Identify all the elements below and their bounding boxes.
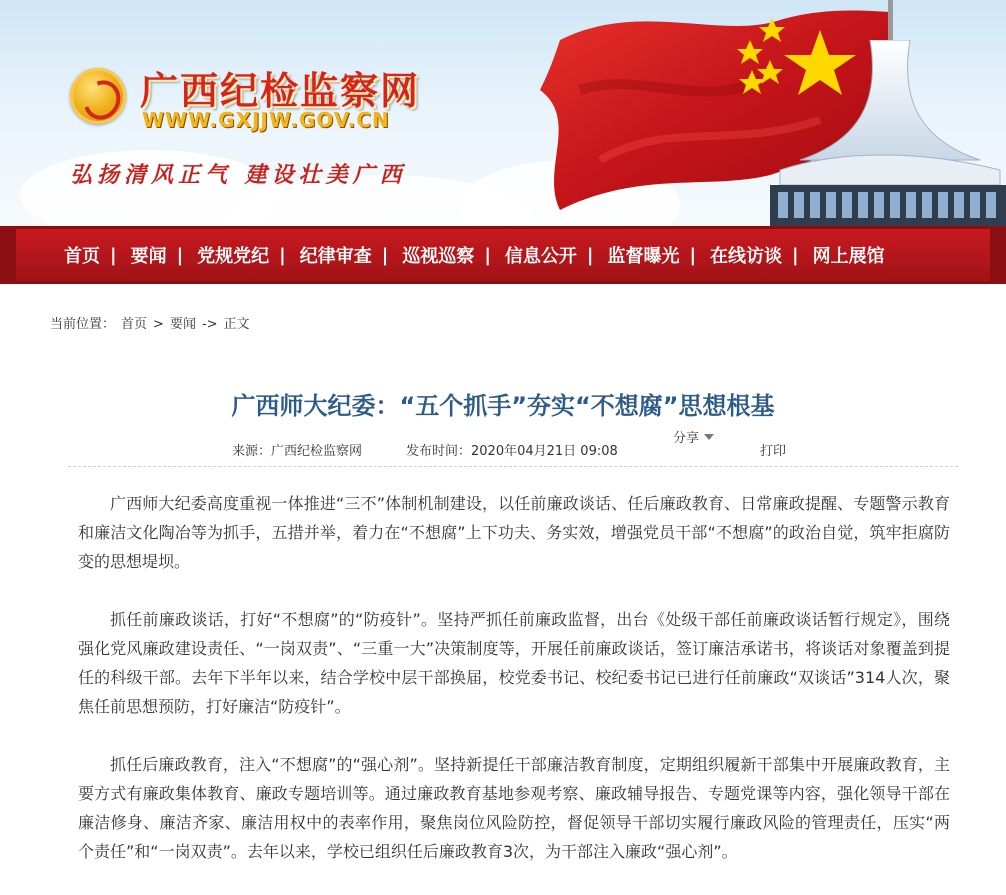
divider <box>68 466 958 467</box>
nav-item-discipline-review[interactable]: 纪律审查 <box>299 246 372 267</box>
site-url: WWW.GXJJW.GOV.CN <box>142 108 390 132</box>
article-body <box>78 489 950 895</box>
nav-separator: | <box>279 244 286 266</box>
nav-separator: | <box>484 244 491 266</box>
nav-item-news[interactable]: 要闻 <box>130 246 167 267</box>
nav-separator: | <box>110 244 117 266</box>
share-button[interactable] <box>673 427 714 446</box>
slogan: 弘扬清风正气 建设壮美广西 <box>70 162 407 188</box>
nav-separator: | <box>586 244 594 266</box>
article-title: 广西师大纪委：“五个抓手”夯实“不想腐”思想根基 <box>231 392 775 420</box>
nav-separator: | <box>689 244 697 266</box>
print-button[interactable]: 打印 <box>760 444 787 459</box>
nav-item-party-rules[interactable]: 党规党纪 <box>197 246 270 267</box>
site-title[interactable]: 广西纪检监察网 <box>140 69 421 113</box>
nav-item-online-interview[interactable]: 在线访谈 <box>710 246 783 267</box>
nav-item-info-disclosure[interactable]: 信息公开 <box>504 246 577 267</box>
article-paragraph: 抓任后廉政教育，注入“不想腐”的“强心剂”。坚持新提任干部廉洁教育制度，定期组织履新干部集中开展廉政教育，主要方式有廉政集体教育、廉政专题培训等。通过廉政教育基地参观考察、廉政辅导报告、专题党课等内容，强化领导干部在廉洁修身、廉洁齐家、廉洁用权中的表率作用，聚焦岗位风险防控，督促领导干部切实履行廉政风险的管理责任，压实“两个责任”和“一岗双责”。去年以来，学校已组织任后廉政教育3次，为干部注入廉政“强心剂”。 <box>78 755 950 861</box>
nav-separator: | <box>381 244 389 266</box>
breadcrumb-arrow: -> <box>201 317 218 332</box>
nav-separator: | <box>176 244 184 266</box>
article-publish-time: 发布时间：2020年04月21日 09:08 <box>406 444 618 459</box>
article-paragraph: 广西师大纪委高度重视一体推进“三不”体制机制建设，以任前廉政谈话、任后廉政教育、日常廉政提醒、专题警示教育和廉洁文化陶冶等为抓手，五措并举，着力在“不想腐”上下功夫、务实效，增强党员干部“不想腐”的政治自觉，筑牢拒腐防变的思想堤坝。 <box>78 494 950 571</box>
site-logo-emblem-icon[interactable] <box>70 68 126 124</box>
breadcrumb-current: 正文 <box>223 317 250 332</box>
breadcrumb-label: 当前位置： <box>50 317 116 332</box>
article-source: 来源：广西纪检监察网 <box>232 444 363 459</box>
breadcrumb-home-link[interactable]: 首页 <box>121 317 148 332</box>
article-paragraph: 抓任前廉政谈话，打好“不想腐”的“防疫针”。坚持严抓任前廉政监督，出台《处级干部任前廉政谈话暂行规定》，围绕强化党风廉政建设责任、“一岗双责”、“三重一大”决策制度等，开展任前廉政谈话，签订廉洁承诺书，将谈话对象覆盖到提任的科级干部。去年下半年以来，结合学校中层干部换届，校党委书记、校纪委书记已进行任前廉政“双谈话”314人次，聚焦任前思想预防，打好廉洁“防疫针”。 <box>78 610 950 716</box>
nav-item-inspection[interactable]: 巡视巡察 <box>402 246 475 267</box>
share-label: 分享 <box>673 431 700 446</box>
breadcrumb-separator: > <box>153 317 164 332</box>
building-icon <box>760 40 1006 226</box>
chevron-down-icon <box>704 434 714 440</box>
main-nav <box>16 229 990 281</box>
breadcrumb <box>50 313 256 332</box>
nav-separator: | <box>792 244 799 266</box>
breadcrumb-section-link[interactable]: 要闻 <box>169 317 196 332</box>
nav-item-online-exhibition[interactable]: 网上展馆 <box>812 246 885 267</box>
nav-item-supervision-exposure[interactable]: 监督曝光 <box>607 246 680 267</box>
nav-item-home[interactable]: 首页 <box>64 246 100 267</box>
main-nav-bar <box>0 226 1006 284</box>
site-banner <box>0 0 1006 226</box>
